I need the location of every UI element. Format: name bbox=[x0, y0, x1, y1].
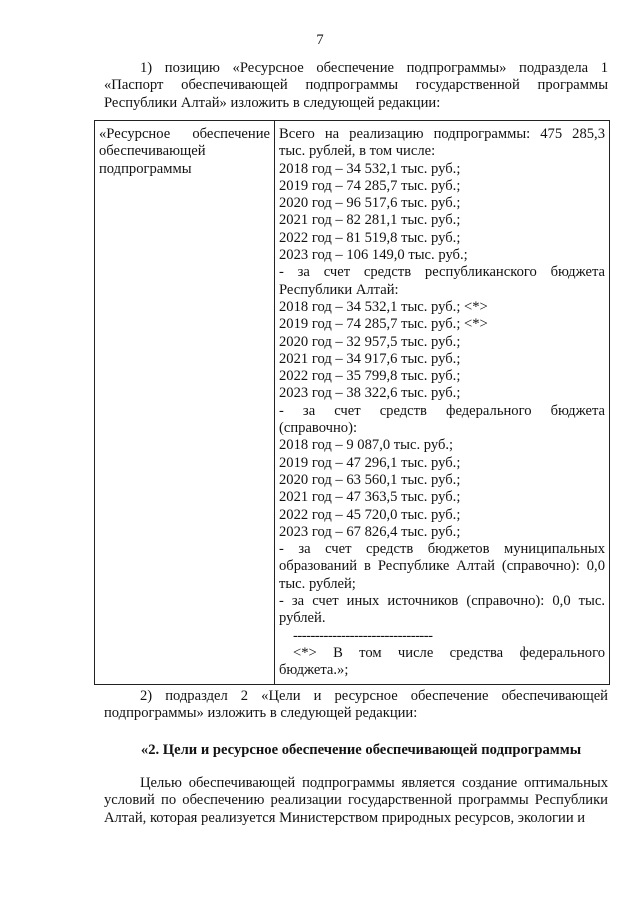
total-line-2: тыс. рублей, в том числе: bbox=[279, 143, 436, 160]
total-year-2020: 2020 год – 96 517,6 тыс. руб.; bbox=[279, 195, 461, 212]
resource-table bbox=[94, 120, 610, 685]
republic-year-2023: 2023 год – 38 322,6 тыс. руб.; bbox=[279, 385, 461, 402]
resource-value-cell bbox=[275, 121, 610, 685]
section-heading: «2. Цели и ресурсное обеспечение обеспечивающей подпрограммы bbox=[140, 742, 582, 758]
resource-label-cell bbox=[95, 121, 275, 685]
total-line-1: Всего на реализацию подпрограммы: 475 285,3 bbox=[279, 126, 605, 142]
republic-year-2018: 2018 год – 34 532,1 тыс. руб.; <*> bbox=[279, 298, 488, 315]
item-1-line-1: 1) позицию «Ресурсное обеспечение подпрограммы» подраздела 1 bbox=[140, 60, 608, 76]
federal-budget-line-2: (справочно): bbox=[279, 420, 357, 437]
republic-budget-line-1: - за счет средств республиканского бюджета bbox=[279, 264, 605, 281]
republic-year-2021: 2021 год – 34 917,6 тыс. руб.; bbox=[279, 350, 461, 367]
resource-table-row bbox=[95, 121, 610, 685]
page-number: 7 bbox=[316, 32, 324, 48]
republic-year-2019: 2019 год – 74 285,7 тыс. руб.; <*> bbox=[279, 316, 488, 333]
footnote-separator: -------------------------------- bbox=[293, 627, 433, 644]
federal-year-2019: 2019 год – 47 296,1 тыс. руб.; bbox=[279, 454, 461, 471]
total-year-2019: 2019 год – 74 285,7 тыс. руб.; bbox=[279, 177, 461, 194]
other-sources-text: - за счет иных источников (справочно): 0,0 тыс. рублей. bbox=[279, 593, 605, 627]
federal-year-2018: 2018 год – 9 087,0 тыс. руб.; bbox=[279, 437, 454, 454]
item-1-line-3: Республики Алтай» изложить в следующей редакции: bbox=[104, 94, 441, 111]
resource-label: «Ресурсное обеспечение обеспечивающей подпрограммы bbox=[99, 126, 270, 177]
total-year-2022: 2022 год – 81 519,8 тыс. руб.; bbox=[279, 229, 461, 246]
total-year-2023: 2023 год – 106 149,0 тыс. руб.; bbox=[279, 247, 468, 264]
federal-year-2023: 2023 год – 67 826,4 тыс. руб.; bbox=[279, 523, 461, 540]
federal-year-2020: 2020 год – 63 560,1 тыс. руб.; bbox=[279, 471, 461, 488]
item-1-intro bbox=[104, 60, 608, 112]
federal-year-2021: 2021 год – 47 363,5 тыс. руб.; bbox=[279, 489, 461, 506]
federal-budget-line-1: - за счет средств федерального бюджета bbox=[279, 402, 605, 419]
municipal-budget-text: - за счет средств бюджетов муниципальных образований в Республике Алтай (справочно): 0,0 тыс. рублей; bbox=[279, 541, 605, 592]
federal-year-2022: 2022 год – 45 720,0 тыс. руб.; bbox=[279, 506, 461, 523]
body-paragraph: Целью обеспечивающей подпрограммы является создание оптимальных условий по обеспечению реализации государственной программы Республики Алтай, которая реализуется Министерством природных ресурсов, экологии и bbox=[104, 775, 608, 826]
footnote-text: <*> В том числе средства федерального бюджета.»; bbox=[279, 644, 605, 679]
total-year-2021: 2021 год – 82 281,1 тыс. руб.; bbox=[279, 212, 461, 229]
item-1-line-2: «Паспорт обеспечивающей подпрограммы государственной программы bbox=[104, 77, 608, 94]
republic-year-2020: 2020 год – 32 957,5 тыс. руб.; bbox=[279, 333, 461, 350]
republic-year-2022: 2022 год – 35 799,8 тыс. руб.; bbox=[279, 368, 461, 385]
item-2-paragraph: 2) подраздел 2 «Цели и ресурсное обеспечение обеспечивающей подпрограммы» изложить в следующей редакции: bbox=[104, 688, 608, 722]
republic-budget-line-2: Республики Алтай: bbox=[279, 281, 399, 298]
total-year-2018: 2018 год – 34 532,1 тыс. руб.; bbox=[279, 160, 461, 177]
